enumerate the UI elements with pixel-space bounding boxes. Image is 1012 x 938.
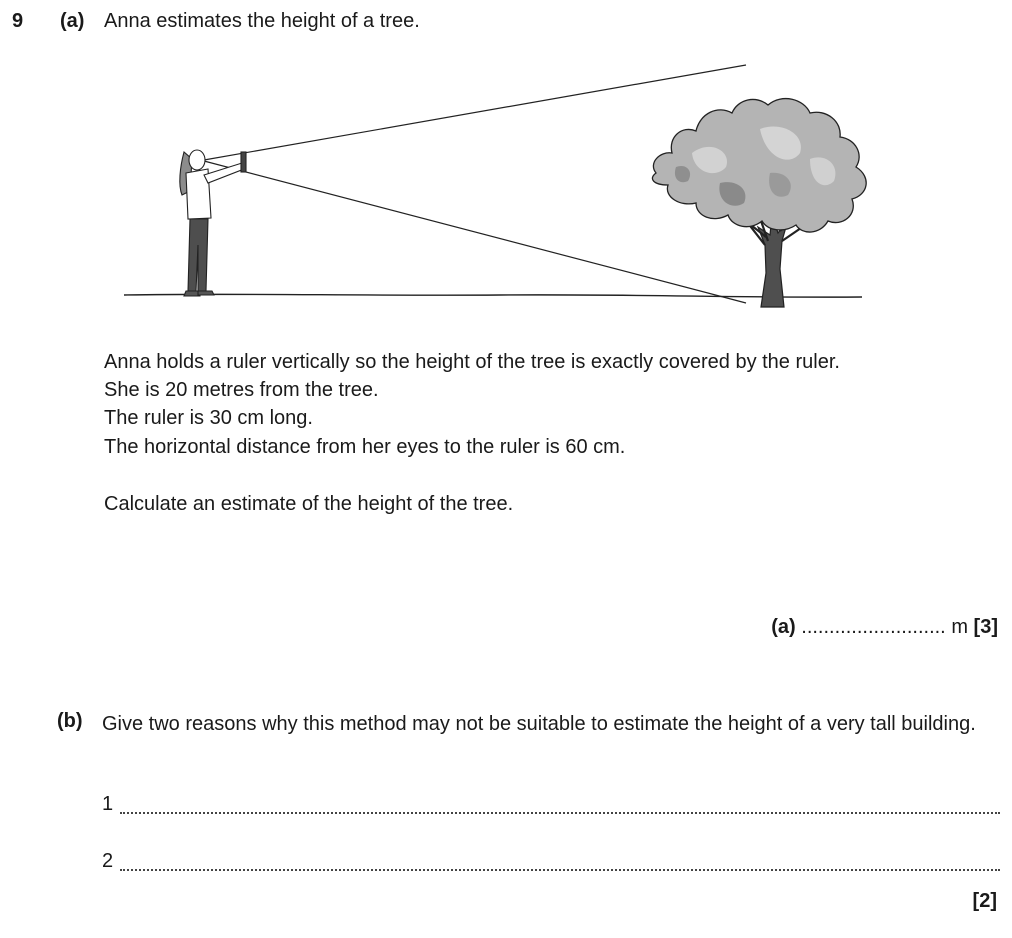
marks-a: [3] — [973, 616, 998, 638]
info-line-3: The ruler is 30 cm long. — [104, 407, 313, 429]
answer-dots-a[interactable]: .......................... — [801, 616, 946, 638]
reason-1-answer-line[interactable] — [120, 812, 1000, 814]
part-b-text: Give two reasons why this method may not be suitable to estimate the height of a very tall building. — [102, 713, 976, 735]
reason-2-number: 2 — [102, 850, 114, 872]
sight-line-top — [204, 65, 746, 160]
question-number: 9 — [12, 10, 24, 32]
tree-height-illustration — [120, 55, 900, 320]
info-line-4: The horizontal distance from her eyes to the ruler is 60 cm. — [104, 436, 626, 458]
anna-figure — [180, 150, 246, 296]
ground-line — [124, 294, 862, 297]
anna-head — [189, 150, 205, 170]
reason-2-row[interactable] — [102, 850, 1000, 874]
part-a-instruction: Calculate an estimate of the height of the tree. — [104, 493, 514, 515]
part-a-label: (a) — [60, 10, 85, 32]
reason-1-number: 1 — [102, 793, 114, 815]
reason-2-answer-line[interactable] — [120, 869, 1000, 871]
answer-unit-a: m — [951, 616, 968, 638]
tree — [652, 99, 866, 307]
info-line-2: She is 20 metres from the tree. — [104, 379, 379, 401]
ruler — [241, 152, 246, 172]
marks-b: [2] — [972, 890, 997, 912]
info-line-1: Anna holds a ruler vertically so the height of the tree is exactly covered by the ruler. — [104, 351, 840, 373]
part-a-answer-line[interactable] — [771, 616, 998, 639]
reason-1-row[interactable] — [102, 793, 1000, 817]
answer-label-a: (a) — [771, 616, 796, 638]
anna-legs — [188, 219, 208, 291]
part-b-label: (b) — [57, 710, 83, 732]
tree-canopy — [652, 99, 866, 232]
part-a-stem: Anna estimates the height of a tree. — [104, 10, 420, 32]
